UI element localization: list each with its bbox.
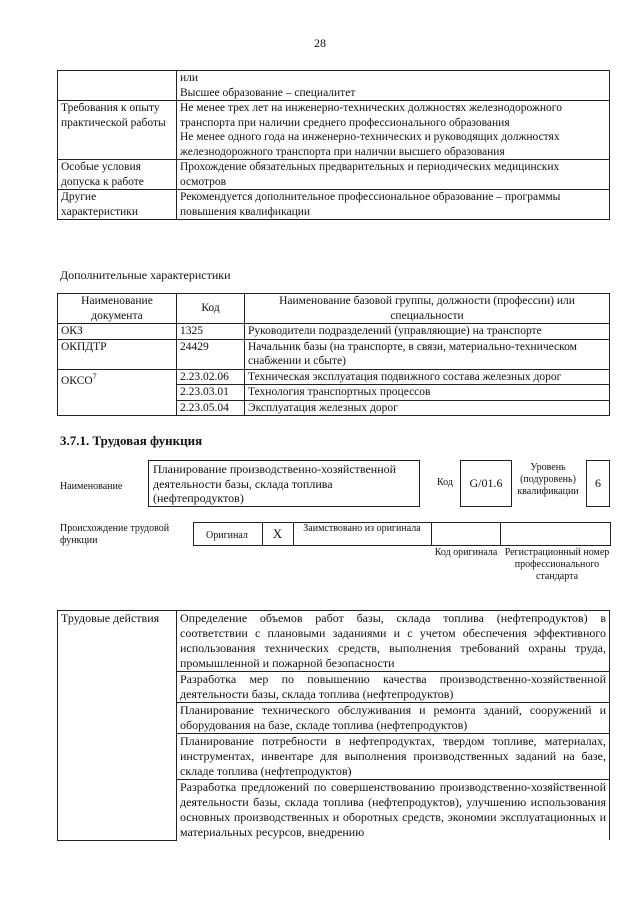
name-cell: Эксплуатация железных дорог bbox=[245, 400, 610, 416]
code-cell: 1325 bbox=[177, 324, 245, 340]
row-label bbox=[58, 71, 177, 101]
text-line: Прохождение обязательных предварительных и периодических медицинских осмотров bbox=[180, 161, 560, 188]
function-name-box bbox=[148, 460, 420, 507]
table-row bbox=[58, 101, 610, 160]
table-row bbox=[58, 190, 610, 220]
code-cell: 24429 bbox=[177, 339, 245, 369]
action-item: Разработка предложений по совершенствованию производственно-хозяйственной деятельности базы, склада топлива (нефтепродуктов), улучшению использования основных производственных и оборотных средств, экономии эксплуатационных и материальных ресурсов, внедрению bbox=[177, 780, 610, 841]
divider bbox=[431, 522, 432, 546]
code-cell: 2.23.05.04 bbox=[177, 400, 245, 416]
doc-cell bbox=[58, 369, 177, 416]
action-item: Планирование технического обслуживания и ремонта зданий, сооружений и оборудования на базе, складе топлива (нефтепродуктов) bbox=[177, 703, 610, 734]
table-row bbox=[58, 339, 610, 369]
code-value: G/01.6 bbox=[469, 476, 503, 490]
table-row bbox=[58, 611, 610, 672]
doc-cell: ОКПДТР bbox=[58, 339, 177, 369]
name-label: Наименование bbox=[60, 481, 123, 492]
code-cell: 2.23.03.01 bbox=[177, 385, 245, 401]
row-label: Другие характеристики bbox=[58, 190, 177, 220]
actions-table bbox=[57, 610, 610, 841]
original-label: Оригинал bbox=[206, 530, 248, 541]
text-line: Рекомендуется дополнительное профессиональное образование – программы повышения квалификации bbox=[180, 191, 561, 218]
code-box bbox=[460, 460, 512, 507]
name-cell: Техническая эксплуатация подвижного состава железных дорог bbox=[245, 369, 610, 385]
action-item: Определение объемов работ базы, склада топлива (нефтепродуктов) в соответствии с плановыми заданиями и с учетом обеспечения эффективного использования технических средств, выполнения требований охраны труда, промышленной и пожарной безопасности bbox=[177, 611, 610, 672]
borrowed-label: Заимствовано из оригинала bbox=[303, 523, 421, 534]
table-row bbox=[58, 71, 610, 101]
column-header: Наименование документа bbox=[58, 294, 177, 324]
row-text bbox=[177, 160, 610, 190]
column-header: Код bbox=[177, 294, 245, 324]
table-header-row bbox=[58, 294, 610, 324]
level-value: 6 bbox=[595, 476, 601, 490]
text-line: Не менее трех лет на инженерно-технических должностях железнодорожного транспорта при наличии среднего профессионального образования bbox=[180, 102, 562, 129]
function-name: Планирование производственно-хозяйственной деятельности базы, склада топлива (нефтепродуктов) bbox=[153, 462, 397, 505]
text-line: Высшее образование – специалитет bbox=[180, 86, 356, 99]
doc-name: ОКСО bbox=[61, 374, 93, 387]
additional-table bbox=[57, 293, 610, 416]
origin-label: Происхождение трудовой функции bbox=[60, 523, 170, 546]
code-label: Код bbox=[437, 477, 453, 488]
level-box bbox=[586, 460, 610, 507]
function-heading: 3.7.1. Трудовая функция bbox=[60, 433, 203, 448]
text-line: Не менее одного года на инженерно-технических и руководящих должностях железнодорожного транспорта при наличии высшего образования bbox=[180, 131, 560, 158]
code-cell: 2.23.02.06 bbox=[177, 369, 245, 385]
footnote-mark: 7 bbox=[92, 371, 97, 381]
name-cell: Технология транспортных процессов bbox=[245, 385, 610, 401]
name-cell: Руководители подразделений (управляющие) на транспорте bbox=[245, 324, 610, 340]
row-label: Требования к опыту практической работы bbox=[58, 101, 177, 160]
page-number: 28 bbox=[314, 36, 326, 50]
row-text bbox=[177, 101, 610, 160]
original-mark: X bbox=[272, 526, 283, 541]
origin-code-caption: Код оригинала bbox=[434, 547, 498, 558]
divider bbox=[293, 522, 294, 546]
actions-label: Трудовые действия bbox=[58, 611, 177, 841]
qualification-table bbox=[57, 70, 610, 220]
doc-cell: ОКЗ bbox=[58, 324, 177, 340]
name-cell: Начальник базы (на транспорте, в связи, материально-техническом снабжении и сбыте) bbox=[245, 339, 610, 369]
reg-number-caption: Регистрационный номер профессионального стандарта bbox=[504, 547, 610, 582]
table-row bbox=[58, 160, 610, 190]
divider bbox=[500, 522, 501, 546]
row-text bbox=[177, 71, 610, 101]
additional-title: Дополнительные характеристики bbox=[60, 268, 231, 282]
column-header: Наименование базовой группы, должности (профессии) или специальности bbox=[245, 294, 610, 324]
action-item: Планирование потребности в нефтепродуктах, твердом топливе, материалах, инструментах, инвентаре для выполнения производственных заданий на базе, складе топлива (нефтепродуктов) bbox=[177, 734, 610, 780]
action-item: Разработка мер по повышению качества производственно-хозяйственной деятельности базы, склада топлива (нефтепродуктов) bbox=[177, 672, 610, 703]
row-label: Особые условия допуска к работе bbox=[58, 160, 177, 190]
level-label: Уровень (подуровень) квалификации bbox=[517, 462, 579, 497]
row-text bbox=[177, 190, 610, 220]
table-row bbox=[58, 324, 610, 340]
table-row bbox=[58, 369, 610, 385]
text-line: или bbox=[180, 72, 199, 84]
